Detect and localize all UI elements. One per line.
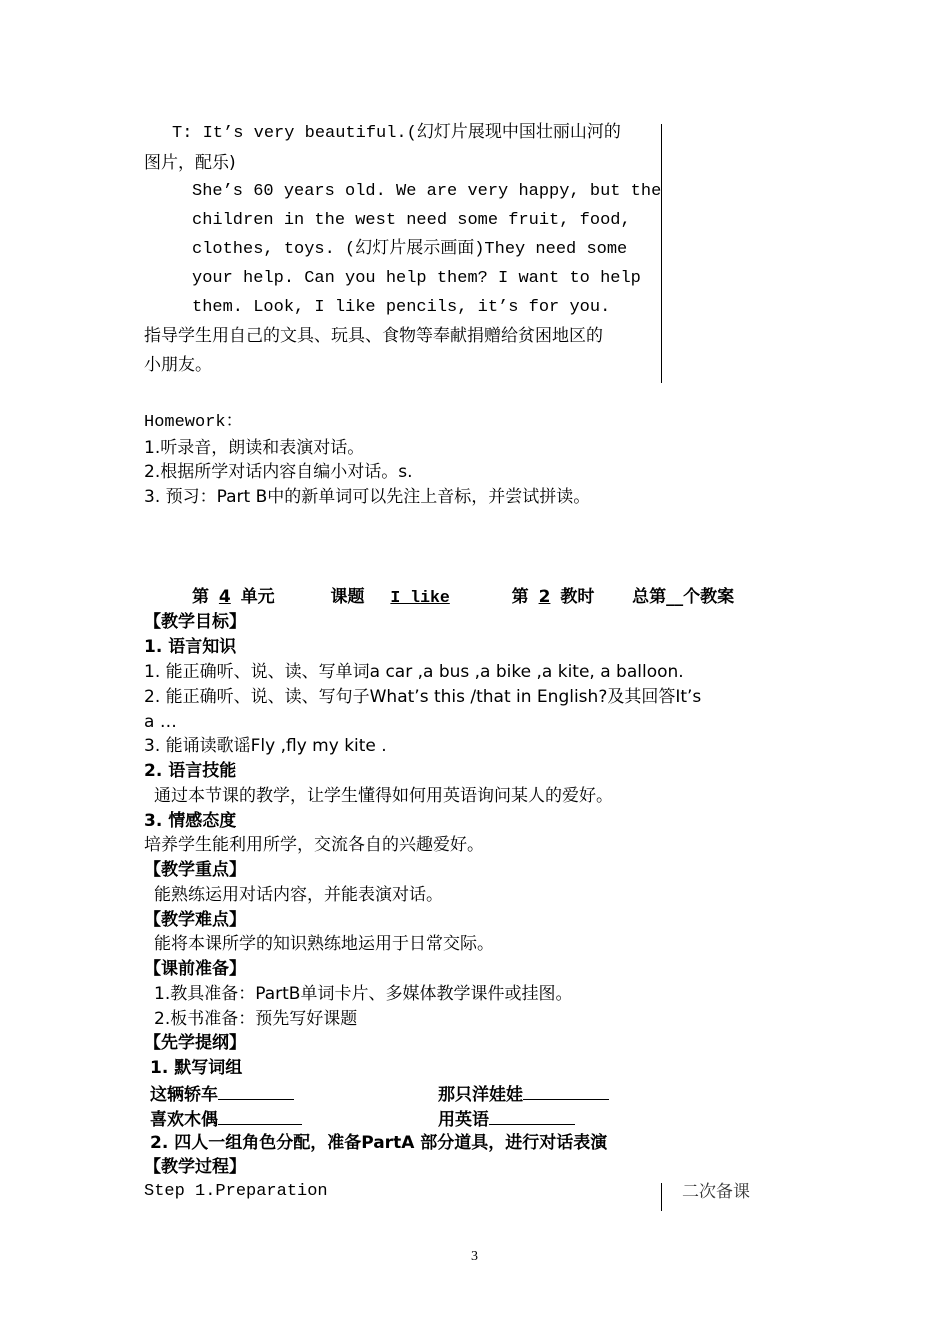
blank-line [218, 1081, 294, 1100]
dialogue-line-1: T: It’s very beautiful.(幻灯片展现中国壮丽山河的 [172, 124, 621, 143]
goals-s1-title: 1. 语言知识 [144, 637, 237, 657]
difficulties-text: 能将本课所学的知识熟练地运用于日常交际。 [154, 934, 494, 954]
column-divider-bottom [661, 1183, 662, 1211]
dialogue-line-6: your help. Can you help them? I want to help [192, 269, 641, 288]
goals-title: 【教学目标】 [144, 612, 246, 632]
preview-s2: 2. 四人一组角色分配，准备PartA 部分道具，进行对话表演 [150, 1133, 608, 1153]
homework-title: Homework： [144, 413, 243, 432]
goals-s2-text: 通过本节课的教学，让学生懂得如何用英语询问某人的爱好。 [154, 786, 613, 806]
homework-item-1: 1.听录音，朗读和表演对话。 [144, 438, 365, 458]
dialogue-line-2: 图片，配乐) [144, 153, 236, 173]
goals-s3-title: 3. 情感态度 [144, 811, 237, 831]
blank-line [489, 1106, 575, 1125]
dialogue-line-7: them. Look, I like pencils, it’s for you. [192, 298, 611, 317]
goals-s1-item-2-cont: a … [144, 712, 177, 732]
goals-s1-item-2: 2. 能正确听、说、读、写句子What’s this /that in English?及其回答It’s [144, 687, 702, 707]
key-points-title: 【教学重点】 [144, 860, 246, 880]
preview-word-1: 这辆轿车 [150, 1081, 294, 1107]
difficulties-title: 【教学难点】 [144, 910, 246, 930]
preview-word-2: 那只洋娃娃 [438, 1081, 609, 1107]
process-step-1: Step 1.Preparation [144, 1182, 328, 1201]
page-number: 3 [471, 1249, 478, 1264]
preview-word-3: 喜欢木偶 [150, 1106, 302, 1132]
key-points-text: 能熟练运用对话内容，并能表演对话。 [154, 885, 443, 905]
preview-word-4: 用英语 [438, 1106, 575, 1132]
goals-s2-title: 2. 语言技能 [144, 761, 237, 781]
dialogue-line-3: She’s 60 years old. We are very happy, but the [192, 182, 662, 201]
goals-s1-item-1: 1. 能正确听、说、读、写单词a car ,a bus ,a bike ,a kite, a balloon. [144, 662, 684, 682]
homework-item-3: 3. 预习：Part B中的新单词可以先注上音标，并尝试拼读。 [144, 487, 591, 507]
side-label: 二次备课 [682, 1182, 750, 1202]
prep-title: 【课前准备】 [144, 959, 246, 979]
dialogue-line-5: clothes, toys. (幻灯片展示画面)They need some [192, 240, 628, 259]
preview-s1: 1. 默写词组 [150, 1058, 243, 1078]
homework-item-2: 2.根据所学对话内容自编小对话。s. [144, 462, 413, 482]
blank-line [218, 1106, 302, 1125]
blank-line [523, 1081, 609, 1100]
prep-item-1: 1.教具准备：PartB单词卡片、多媒体教学课件或挂图。 [154, 984, 573, 1004]
dialogue-line-9: 小朋友。 [144, 355, 212, 375]
process-title: 【教学过程】 [144, 1157, 246, 1177]
preview-title: 【先学提纲】 [144, 1033, 246, 1053]
goals-s3-text: 培养学生能利用所学，交流各自的兴趣爱好。 [144, 835, 484, 855]
prep-item-2: 2.板书准备：预先写好课题 [154, 1009, 358, 1029]
goals-s1-item-3: 3. 能诵读歌谣Fly ,fly my kite . [144, 736, 387, 756]
column-divider-top [661, 124, 662, 383]
dialogue-line-4: children in the west need some fruit, food, [192, 211, 631, 230]
dialogue-line-8: 指导学生用自己的文具、玩具、食物等奉献捐赠给贫困地区的 [144, 326, 603, 346]
lesson-header: 第 4 单元 课题 I like 第 2 教时 总第__个教案 [192, 587, 735, 607]
